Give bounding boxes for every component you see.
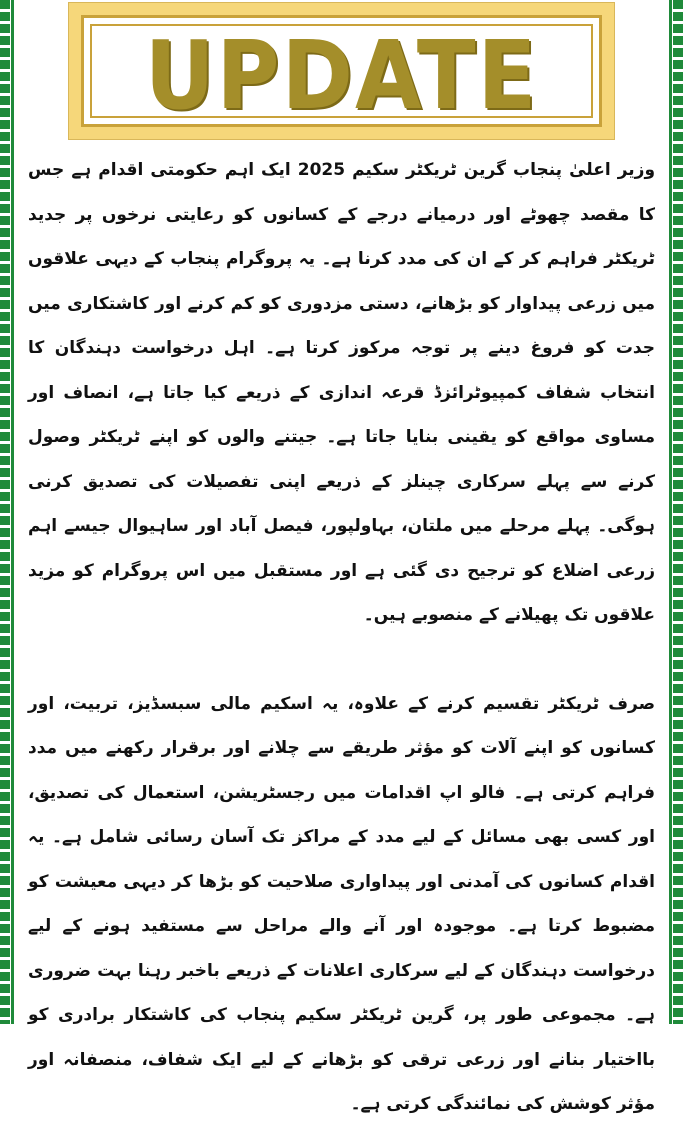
- banner-title: UPDATE: [144, 20, 539, 131]
- update-banner: [68, 2, 615, 140]
- article-paragraph-1: وزیر اعلیٰ پنجاب گرین ٹریکٹر سکیم 2025 ایک اہم حکومتی اقدام ہے جس کا مقصد چھوٹے اور درمیانے درجے کے کسانوں کو رعایتی نرخوں پر جدید ٹریکٹر فراہم کر کے ان کی مدد کرنا ہے۔ یہ پروگرام پنجاب کے دیہی علاقوں میں زرعی پیداوار کو بڑھانے، دستی مزدوری کو کم کرنے اور کاشتکاری میں جدت کو فروغ دینے پر توجہ مرکوز کرتا ہے۔ اہل درخواست دہندگان کا انتخاب شفاف کمپیوٹرائزڈ قرعہ اندازی کے ذریعے کیا جاتا ہے، انصاف اور مساوی مواقع کو یقینی بنایا جاتا ہے۔ جیتنے والوں کو اپنے ٹریکٹر وصول کرنے سے پہلے سرکاری چینلز کے ذریعے اپنی تفصیلات کی تصدیق کرنی ہوگی۔ پہلے مرحلے میں ملتان، بہاولپور، فیصل آباد اور ساہیوال جیسے اہم زرعی اضلاع کو ترجیح دی گئی ہے اور مستقبل میں اس پروگرام کو مزید علاقوں تک پھیلانے کے منصوبے ہیں۔: [28, 160, 656, 625]
- article-paragraph-2: صرف ٹریکٹر تقسیم کرنے کے علاوہ، یہ اسکیم مالی سبسڈیز، تربیت، اور کسانوں کو اپنے آلات کو مؤثر طریقے سے چلانے اور برقرار رکھنے میں مدد فراہم کرتی ہے۔ فالو اپ اقدامات میں رجسٹریشن، استعمال کی تصدیق، اور کسی بھی مسائل کے لیے مدد کے مراکز تک آسان رسائی شامل ہے۔ یہ اقدام کسانوں کی آمدنی اور پیداواری صلاحیت کو بڑھا کر دیہی معیشت کو مضبوط کرتا ہے۔ موجودہ اور آنے والے مراحل سے مستفید ہونے کے لیے درخواست دہندگان کے لیے سرکاری اعلانات کے ذریعے باخبر رہنا بہت ضروری ہے۔ مجموعی طور پر، گرین ٹریکٹر سکیم پنجاب کی کاشتکار برادری کو بااختیار بنانے اور زرعی ترقی کو بڑھانے کے لیے ایک شفاف، منصفانہ اور مؤثر کوشش کی نمائندگی کرتی ہے۔: [28, 693, 655, 1114]
- article-body: [28, 148, 655, 1127]
- right-decorative-border: [673, 0, 683, 1024]
- banner-frame: [81, 15, 602, 131]
- left-decorative-border: [0, 0, 10, 1024]
